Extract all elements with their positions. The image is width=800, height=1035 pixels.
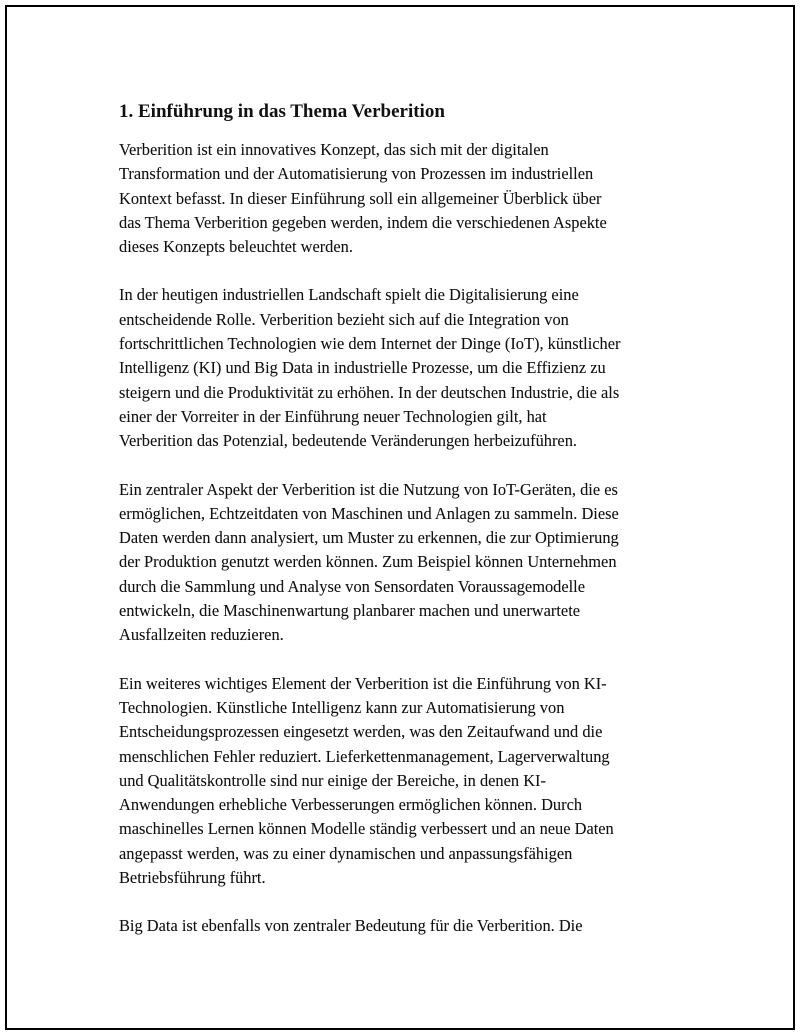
text-line: und Qualitätskontrolle sind nur einige der Bereiche, in denen KI-: [119, 770, 546, 790]
text-line: menschlichen Fehler reduziert. Lieferkettenmanagement, Lagerverwaltung: [119, 746, 610, 766]
text-line: Verberition ist ein innovatives Konzept, das sich mit der digitalen: [119, 140, 549, 159]
text-line: fortschrittlichen Technologien wie dem Internet der Dinge (IoT), künstlicher: [119, 334, 621, 354]
text-line: In der heutigen industriellen Landschaft spielt die Digitalisierung eine: [119, 285, 579, 305]
text-line: angepasst werden, was zu einer dynamischen und anpassungsfähigen: [119, 843, 573, 863]
text-line: steigern und die Produktivität zu erhöhen. In der deutschen Industrie, die als: [119, 382, 620, 402]
paragraph-2: [119, 283, 699, 453]
paragraph-1: [119, 138, 699, 259]
text-line: Big Data ist ebenfalls von zentraler Bedeutung für die Verberition. Die: [119, 916, 583, 936]
text-line: Anwendungen erhebliche Verbesserungen ermöglichen können. Durch: [119, 795, 583, 815]
text-line: Ein zentraler Aspekt der Verberition ist die Nutzung von IoT-Geräten, die es: [119, 479, 618, 499]
text-line: dieses Konzepts beleuchtet werden.: [119, 237, 353, 257]
page-frame: [5, 5, 795, 1030]
text-line: Daten werden dann analysiert, um Muster zu erkennen, die zur Optimierung: [119, 528, 619, 548]
text-line: der Produktion genutzt werden können. Zum Beispiel können Unternehmen: [119, 552, 617, 572]
text-line: entscheidende Rolle. Verberition bezieht sich auf die Integration von: [119, 309, 569, 329]
text-line: Betriebsführung führt.: [119, 868, 266, 888]
text-line: einer der Vorreiter in der Einführung neuer Technologien gilt, hat: [119, 406, 547, 426]
text-line: ermöglichen, Echtzeitdaten von Maschinen und Anlagen zu sammeln. Diese: [119, 503, 619, 523]
paragraph-3: [119, 478, 699, 648]
text-line: maschinelles Lernen können Modelle ständig verbessert und an neue Daten: [119, 819, 614, 839]
text-line: Kontext befasst. In dieser Einführung soll ein allgemeiner Überblick über: [119, 188, 602, 208]
text-line: Technologien. Künstliche Intelligenz kann zur Automatisierung von: [119, 697, 565, 717]
text-line: Entscheidungsprozessen eingesetzt werden, was den Zeitaufwand und die: [119, 722, 603, 742]
paragraph-5: [119, 914, 699, 938]
text-line: das Thema Verberition gegeben werden, indem die verschiedenen Aspekte: [119, 212, 607, 232]
text-line: Ein weiteres wichtiges Element der Verberition ist die Einführung von KI-: [119, 673, 607, 693]
text-line: Ausfallzeiten reduzieren.: [119, 625, 284, 645]
text-line: Transformation und der Automatisierung von Prozessen im industriellen: [119, 164, 594, 184]
text-line: entwickeln, die Maschinenwartung planbarer machen und unerwartete: [119, 601, 581, 621]
text-line: durch die Sammlung und Analyse von Sensordaten Voraussagemodelle: [119, 576, 585, 596]
section-heading: 1. Einführung in das Thema Verberition: [119, 101, 445, 122]
paragraph-4: [119, 672, 699, 891]
document-body: [119, 99, 699, 963]
text-line: Intelligenz (KI) und Big Data in industrielle Prozesse, um die Effizienz zu: [119, 358, 606, 378]
text-line: Verberition das Potenzial, bedeutende Veränderungen herbeizuführen.: [119, 431, 577, 451]
